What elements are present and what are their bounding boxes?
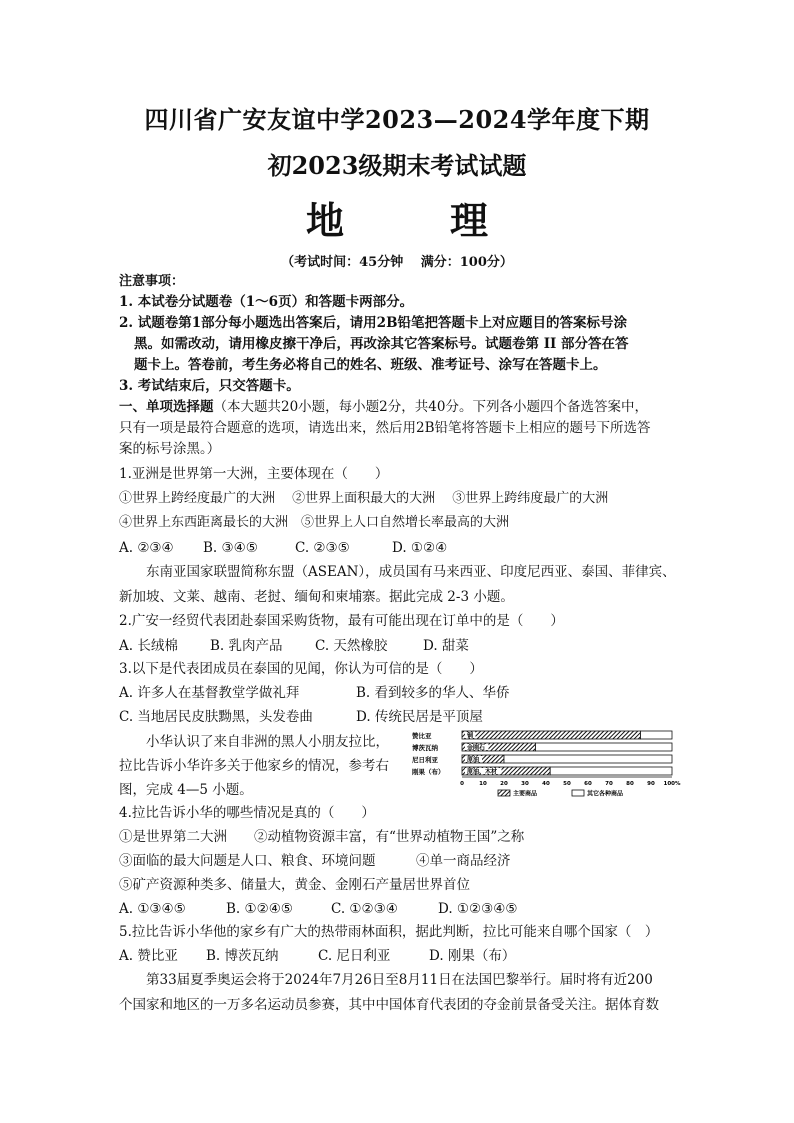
notice-item: 2. 试题卷第1部分每小题选出答案后，请用2B铅笔把答题卡上对应题目的答案标号涂 — [119, 315, 627, 331]
option-c[interactable]: C. ①②③④ — [331, 901, 398, 917]
export-structure-chart — [410, 729, 682, 813]
question-5-options — [119, 947, 515, 965]
question-4-statement: ①是世界第二大洲 ②动植物资源丰富，有“世界动植物王国”之称 — [119, 829, 525, 845]
chart-bar-label: 金刚石 — [467, 744, 486, 752]
option-d[interactable]: D. 甜菜 — [423, 638, 469, 654]
africa-passage: 拉比告诉小华许多关于他家乡的情况，参考右 — [119, 758, 389, 774]
exam-title-line2: 初2023级期末考试试题 — [267, 151, 527, 180]
option-d[interactable]: D. ①②③④⑤ — [438, 901, 518, 917]
chart-bar-main — [462, 731, 641, 739]
chart-bar-other — [504, 755, 672, 763]
option-c[interactable]: C. 尼日利亚 — [318, 948, 391, 964]
chart-x-tick-label: 10 — [479, 781, 487, 787]
section-desc: 只有一项是最符合题意的选项，请选出来，然后用2B铅笔将答题卡上相应的题号下所选答 — [119, 420, 651, 436]
question-4-options — [119, 900, 517, 918]
olympics-passage: 个国家和地区的一万多名运动员参赛，其中中国体育代表团的夺金前景备受关注。据体育数 — [119, 997, 659, 1013]
chart-bar-label: 原油、木材 — [467, 768, 498, 776]
section-desc: （本大题共20小题，每小题2分，共40分。下列各小题四个备选答案中， — [213, 399, 648, 415]
exam-title-line1: 四川省广安友谊中学2023—2024学年度下期 — [144, 105, 650, 134]
option-b[interactable]: B. 乳肉产品 — [210, 638, 283, 654]
chart-x-tick-label: 20 — [500, 781, 508, 787]
chart-x-tick-label: 0 — [460, 781, 464, 787]
chart-x-tick-label: 70 — [605, 781, 613, 787]
africa-passage: 图，完成 4—5 小题。 — [119, 782, 253, 798]
question-1-statement: ①世界上跨经度最广的大洲 ②世界上面积最大的大洲 ③世界上跨纬度最广的大洲 — [119, 491, 609, 506]
option-a[interactable]: A. ②③④ — [119, 540, 174, 556]
chart-category-label: 赞比亚 — [412, 732, 432, 740]
question-2-options — [119, 637, 469, 655]
chart-legend-swatch-main — [498, 790, 510, 796]
chart-category-label: 博茨瓦纳 — [412, 744, 438, 752]
section-heading — [119, 398, 648, 416]
question-2-stem: 2.广安一经贸代表团赴泰国采购货物，最有可能出现在订单中的是（ ） — [119, 613, 564, 629]
chart-category-label: 尼日利亚 — [412, 756, 438, 764]
option-c[interactable]: C. ②③⑤ — [295, 540, 350, 556]
asean-passage: 东南亚国家联盟简称东盟（ASEAN），成员国有马来西亚、印度尼西亚、泰国、菲律宾、 — [146, 564, 676, 580]
asean-passage: 新加坡、文莱、越南、老挝、缅甸和柬埔寨。据此完成 2-3 小题。 — [119, 589, 514, 605]
chart-x-tick-label: 100% — [663, 781, 681, 787]
option-b[interactable]: B. 博茨瓦纳 — [206, 948, 279, 964]
chart-x-tick-label: 60 — [584, 781, 592, 787]
option-d[interactable]: D. ①②④ — [392, 540, 448, 556]
exam-info: （考试时间：45分钟 满分：100分） — [281, 255, 513, 270]
chart-x-tick-label: 80 — [626, 781, 634, 787]
question-4-statement: ③面临的最大问题是人口、粮食、环境问题 ④单一商品经济 — [119, 853, 511, 869]
question-5-stem: 5.拉比告诉小华他的家乡有广大的热带雨林面积，据此判断，拉比可能来自哪个国家（ ） — [119, 924, 659, 940]
option-a[interactable]: A. 赞比亚 — [119, 948, 178, 964]
question-3-options — [119, 684, 510, 702]
option-a[interactable]: A. 许多人在基督教堂学做礼拜 — [119, 685, 300, 701]
option-c[interactable]: C. 当地居民皮肤黝黑，头发卷曲 — [119, 709, 313, 725]
section-title: 一、单项选择题 — [119, 399, 214, 415]
chart-category-label: 刚果（布） — [412, 768, 445, 776]
subject-title: 地 理 — [305, 198, 522, 243]
option-d[interactable]: D. 刚果（布） — [429, 948, 516, 964]
chart-x-tick-label: 30 — [521, 781, 529, 787]
option-b[interactable]: B. 看到较多的华人、华侨 — [356, 685, 510, 701]
chart-legend-label: 主要商品 — [513, 790, 538, 798]
option-b[interactable]: B. ③④⑤ — [203, 540, 258, 556]
question-1-statement: ④世界上东西距离最长的大洲 ⑤世界上人口自然增长率最高的大洲 — [119, 515, 510, 530]
chart-legend-label: 其它各种商品 — [587, 790, 624, 798]
option-b[interactable]: B. ①②④⑤ — [226, 901, 293, 917]
option-a[interactable]: A. 长绒棉 — [119, 638, 178, 654]
chart-bar-other — [550, 767, 672, 775]
chart-bar-label: 铜 — [467, 732, 474, 740]
section-desc: 案的标号涂黑。） — [119, 441, 221, 457]
notice-item: 1. 本试卷分试题卷（1～6页）和答题卡两部分。 — [119, 294, 414, 310]
option-a[interactable]: A. ①③④⑤ — [119, 901, 186, 917]
question-1-options — [119, 539, 447, 557]
chart-bar-other — [641, 731, 673, 739]
option-d[interactable]: D. 传统民居是平顶屋 — [356, 709, 483, 725]
olympics-passage: 第33届夏季奥运会将于2024年7月26日至8月11日在法国巴黎举行。届时将有近200 — [146, 972, 653, 988]
option-c[interactable]: C. 天然橡胶 — [315, 638, 388, 654]
chart-x-tick-label: 90 — [647, 781, 655, 787]
question-3-stem: 3.以下是代表团成员在泰国的见闻，你认为可信的是（ ） — [119, 661, 483, 677]
chart-bar-other — [536, 743, 673, 751]
chart-x-tick-label: 50 — [563, 781, 571, 787]
question-1-stem: 1.亚洲是世界第一大洲，主要体现在（ ） — [119, 466, 389, 482]
question-4-stem: 4.拉比告诉小华的哪些情况是真的（ ） — [119, 805, 375, 821]
chart-legend-swatch-other — [572, 790, 584, 796]
africa-passage: 小华认识了来自非洲的黑人小朋友拉比， — [146, 734, 389, 750]
notice-item: 3. 考试结束后，只交答题卡。 — [119, 378, 300, 394]
chart-bar-label: 原油 — [467, 756, 480, 764]
chart-x-tick-label: 40 — [542, 781, 550, 787]
notice-item: 题卡上。答卷前，考生务必将自己的姓名、班级、准考证号、涂写在答题卡上。 — [134, 357, 607, 373]
question-3-options — [119, 708, 483, 726]
question-4-statement: ⑤矿产资源种类多、储量大，黄金、金刚石产量居世界首位 — [119, 877, 470, 893]
notice-heading: 注意事项： — [119, 274, 185, 289]
notice-item: 黑。如需改动，请用橡皮擦干净后，再改涂其它答案标号。试题卷第 II 部分答在答 — [134, 336, 629, 352]
